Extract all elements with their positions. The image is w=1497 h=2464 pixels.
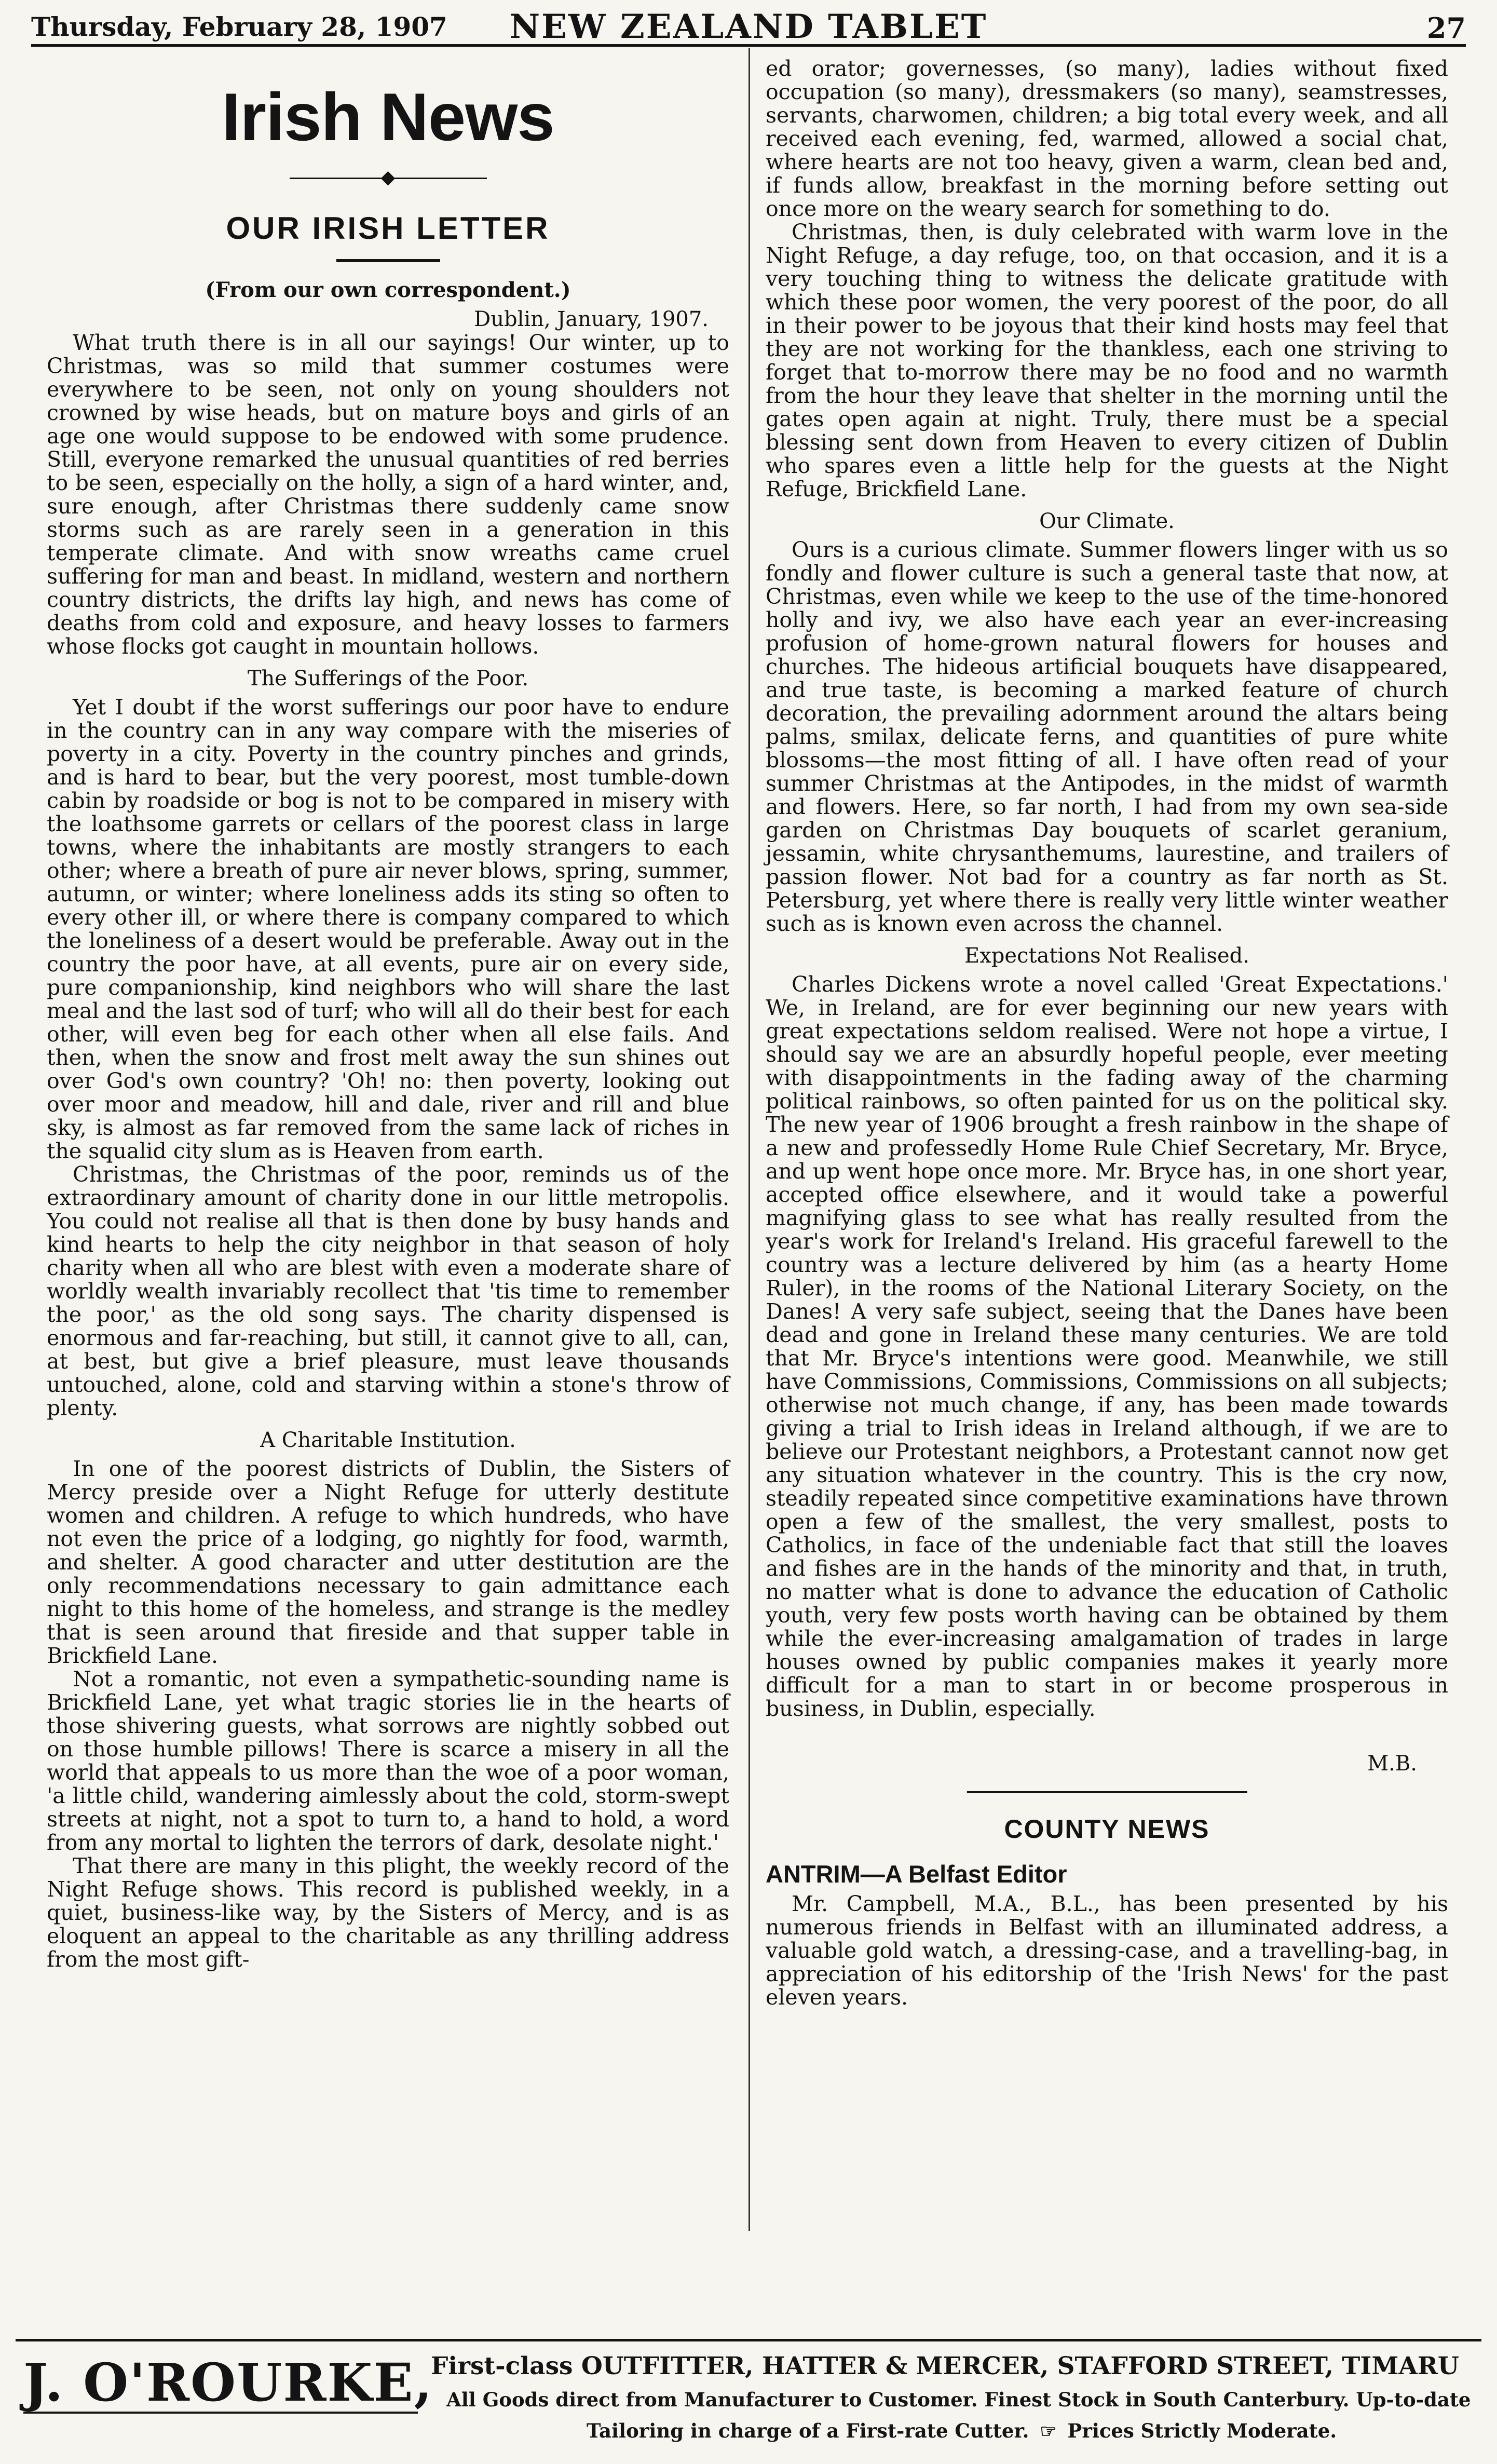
advertisement bbox=[16, 2339, 1481, 2461]
subheading: The Sufferings of the Poor. bbox=[247, 667, 529, 691]
advert-line bbox=[587, 2419, 1337, 2442]
diamond-ornament-icon bbox=[290, 169, 487, 189]
article-paragraph: Charles Dickens wrote a novel called 'Great Expectations.' We, in Ireland, are for ever beginning our new years with great expectations seldom realised. Were not hope a virtue, I should say we are an absurdly hopeful people, ever meeting with disappointments in the fading away of the charming political rainbows, so often painted for us on the political sky. The new year of 1906 brought a fresh rainbow in the shape of a new and professedly Home Rule Chief Secretary, Mr. Bryce, and up went hope once more. Mr. Bryce has, in one short year, accepted office elsewhere, and it would take a powerful magnifying glass to see what has really resulted from the year's work for Ireland's Ireland. His graceful farewell to the country was a lecture delivered by him (as a hearty Home Ruler), in the rooms of the National Literary Society, on the Danes! A very safe subject, seeing that the Danes have been dead and gone in Ireland these many centuries. We are told that Mr. Bryce's intentions were good. Meanwhile, we still have Commissions, Commissions, Commissions on all subjects; otherwise not much change, if any, has been made towards giving a trial to Irish ideas in Ireland although, if we are to believe our Protestant neighbors, a Protestant cannot now get any situation whatever in the country. This is the cry now, steadily repeated since competitive examinations have thrown open a few of the smallest, the very smallest, posts to Catholics, in face of the undeniable fact that still the loaves and fishes are in the hands of the minority and that, in truth, no matter what is done to advance the education of Catholic youth, very few posts worth having can be obtained by them while the ever-increasing amalgamation of trades in large houses owned by public companies makes it yearly more difficult for a man to start in or become prosperous in business, in Dublin, especially. bbox=[766, 972, 1448, 1721]
county-news-headline: ANTRIM—A Belfast Editor bbox=[766, 1860, 1067, 1888]
issue-date: Thursday, February 28, 1907 bbox=[31, 11, 447, 42]
masthead bbox=[31, 5, 1466, 47]
title-rule bbox=[336, 259, 440, 262]
section-rule bbox=[967, 1791, 1247, 1793]
signature: M.B. bbox=[1367, 1752, 1417, 1776]
county-news-title: COUNTY NEWS bbox=[1004, 1815, 1210, 1844]
article-paragraph: That there are many in this plight, the weekly record of the Night Refuge shows. This record is published weekly, in a quiet, business-like way, by the Sisters of Mercy, and is as eloquent an appeal to the charitable as any thrilling address from the most gift- bbox=[47, 1853, 729, 1972]
article-paragraph: Mr. Campbell, M.A., B.L., has been presented by his numerous friends in Belfast with an illuminated address, a valuable gold watch, a dressing-case, and a travelling-bag, in appreciation of his editorship of the 'Irish News' for the past eleven years. bbox=[766, 1891, 1448, 2010]
subheading: Our Climate. bbox=[1039, 509, 1175, 533]
letter-title: OUR IRISH LETTER bbox=[226, 211, 550, 246]
advertiser-name: J. O'ROURKE, bbox=[23, 2352, 433, 2413]
article-paragraph: In one of the poorest districts of Dublin, the Sisters of Mercy preside over a Night Refuge for utterly destitute women and children. A refuge to which hundreds, who have not even the price of a lodging, go nightly for food, warmth, and shelter. A good character and utter destitution are the only recommendations necessary to gain admittance each night to this home of the homeless, and strange is the medley that is seen around that fireside and that supper table in Brickfield Lane. bbox=[47, 1456, 729, 1668]
byline: (From our own correspondent.) bbox=[205, 278, 571, 302]
column-divider bbox=[748, 48, 750, 2231]
left-column bbox=[47, 57, 729, 1971]
advert-line: All Goods direct from Manufacturer to Customer. Finest Stock in South Canterbury. Up-to-date bbox=[446, 2388, 1471, 2411]
pointing-hand-icon: ☞ bbox=[1040, 2420, 1057, 2442]
article-paragraph: ed orator; governesses, (so many), ladies without fixed occupation (so many), dressmakers (so many), seamstresses, servants, charwomen, children; a big total every week, and all received each evening, fed, warmed, allowed a social chat, where hearts are not too heavy, given a warm, clean bed and, if funds allow, breakfast in the morning before setting out once more on the weary search for something to do. bbox=[766, 56, 1448, 221]
section-title: Irish News bbox=[222, 79, 554, 155]
article-paragraph: Ours is a curious climate. Summer flowers linger with us so fondly and flower culture is such a general taste that now, at Christmas, even while we keep to the use of the time-honored holly and ivy, we also have each year an ever-increasing profusion of home-grown natural flowers for houses and churches. The hideous artificial bouquets have disappeared, and true taste, is becoming a marked feature of church decoration, the prevailing adornment around the altars being palms, smilax, delicate ferns, and quantities of pure white blossoms—the most fitting of all. I have often read of your summer Christmas at the Antipodes, in the midst of warmth and flowers. Here, so far north, I had from my own sea-side garden on Christmas Day bouquets of scarlet geranium, jessamin, white chrysanthemums, laurestine, and trailers of passion flower. Not bad for a country as far north as St. Petersburg, yet where there is really very little winter weather such as is known even across the channel. bbox=[766, 537, 1448, 936]
article-paragraph: Yet I doubt if the worst sufferings our poor have to endure in the country can in any way compare with the miseries of poverty in a city. Poverty in the country pinches and grinds, and is hard to bear, but the very poorest, most tumble-down cabin by roadside or bog is not to be compared in misery with the loathsome garrets or cellars of the poorest class in large towns, where the inhabitants are mostly strangers to each other; where a breath of pure air never blows, spring, summer, autumn, or winter; where loneliness adds its sting so often to every other ill, or where there is company compared to which the loneliness of a desert would be preferable. Away out in the country the poor have, at all events, pure air on every side, pure companionship, kind neighbors who will share the last meal and the last sod of turf; who will all do their best for each other, will even beg for each other when all else fails. And then, when the snow and frost melt away the sun shines out over God's own country? 'Oh! no: then poverty, looking out over moor and meadow, hill and dale, river and rill and blue sky, is almost as far removed from the same lack of riches in the squalid city slum as is Heaven from earth. bbox=[47, 695, 729, 1163]
paper-title: NEW ZEALAND TABLET bbox=[509, 7, 988, 46]
advert-line: First-class OUTFITTER, HATTER & MERCER, STAFFORD STREET, TIMARU bbox=[431, 2352, 1459, 2380]
advert-text: Prices Strictly Moderate. bbox=[1067, 2419, 1337, 2442]
page-number: 27 bbox=[1426, 11, 1466, 45]
article-paragraph: What truth there is in all our sayings! Our winter, up to Christmas, was so mild that summer costumes were everywhere to be seen, not only on young shoulders not crowned by wise heads, but on mature boys and girls of an age one would suppose to be endowed with some prudence. Still, everyone remarked the unusual quantities of red berries to be seen, especially on the holly, a sign of a hard winter, and, sure enough, after Christmas there suddenly came snow storms such as are rarely seen in a generation in this temperate climate. And with snow wreaths came cruel suffering for man and beast. In midland, western and northern country districts, the drifts lay high, and news has come of deaths from cold and exposure, and heavy losses to farmers whose flocks got caught in mountain hollows. bbox=[47, 330, 729, 659]
article-paragraph: Christmas, the Christmas of the poor, reminds us of the extraordinary amount of charity done in our little metropolis. You could not realise all that is then done by busy hands and kind hearts to help the city neighbor in that season of holy charity when all who are blest with even a moderate share of worldly wealth invariably recollect that 'tis time to remember the poor,' as the old song says. The charity dispensed is enormous and far-reaching, but still, it cannot give to all, can, at best, but give a brief pleasure, must leave thousands untouched, alone, cold and starving within a stone's throw of plenty. bbox=[47, 1162, 729, 1420]
article-paragraph: Christmas, then, is duly celebrated with warm love in the Night Refuge, a day refuge, too, on that occasion, and it is a very touching thing to witness the delicate gratitude with which these poor women, the very poorest of the poor, do all in their power to be joyous that their kind hosts may feel that they are not working for the thankless, each one striving to forget that to-morrow there may be no food and no warmth from the hour they leave that shelter in the morning until the gates open again at night. Truly, there must be a special blessing sent down from Heaven to every citizen of Dublin who spares even a little help for the guests at the Night Refuge, Brickfield Lane. bbox=[766, 220, 1448, 502]
advert-rule bbox=[23, 2412, 418, 2414]
advert-text: Tailoring in charge of a First-rate Cutter. bbox=[587, 2419, 1029, 2442]
subheading: Expectations Not Realised. bbox=[964, 944, 1249, 968]
article-paragraph: Not a romantic, not even a sympathetic-sounding name is Brickfield Lane, yet what tragic stories lie in the hearts of those shivering guests, what sorrows are nightly sobbed out on those humble pillows! There is scarce a misery in all the world that appeals to us more than the woe of a poor woman, 'a little child, wandering aimlessly about the cold, storm-swept streets at night, not a spot to turn to, a hand to hold, a word from any mortal to lighten the terrors of dark, desolate night.' bbox=[47, 1667, 729, 1855]
subheading: A Charitable Institution. bbox=[260, 1428, 516, 1452]
right-column bbox=[766, 57, 1448, 2009]
dateline: Dublin, January, 1907. bbox=[474, 307, 709, 331]
